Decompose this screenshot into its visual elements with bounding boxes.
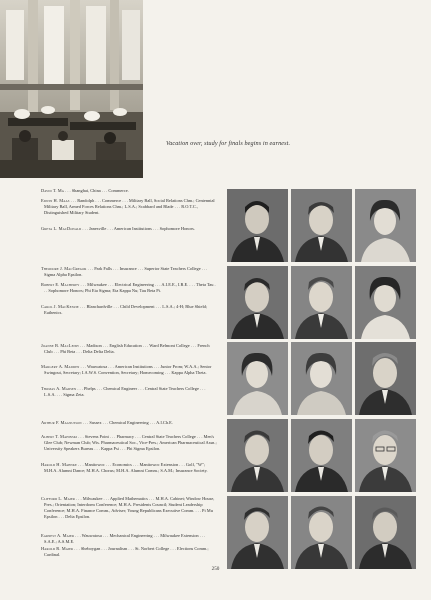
student-bio: Harold R. Maier . . . Sheboygan . . . Journalism . . . St. Norbert College . . . Elections Comm.; Cardinal. [41, 546, 209, 557]
student-portrait [227, 342, 288, 415]
student-portrait [355, 342, 416, 415]
student-bio: David T. Ma . . . Shanghai, China . . . Commerce. [41, 188, 129, 193]
student-portrait [355, 496, 416, 569]
student-bio: Clifford L. Maier . . . Milwaukee . . . Applied Mathematics . . . M.H.A. Cabinet; Window House, Pres.; Orientation; Interdorm Conference; M.H.A. Presidents Council; Student Leadership Conference; M.H.A. Finance Comm., Adviser; Young Republicans Executive Comm. . . . Pi Mu Epsilon . . . Delta Epsilon. [41, 496, 215, 519]
student-portrait [291, 419, 352, 492]
student-portrait [355, 266, 416, 339]
student-portrait [291, 496, 352, 569]
student-bio: Carol J. MacKenzie . . . Blanchardville . . . Child Development . . . L.S.A.; 4-H; Blue Shield; Euthenics. [41, 304, 208, 315]
student-portrait [227, 419, 288, 492]
student-portrait [227, 189, 288, 262]
photo-caption: Vacation over, study for finals begins in earnest. [166, 140, 291, 147]
student-portrait [355, 419, 416, 492]
student-portrait [227, 496, 288, 569]
student-bio: Margery A. Madden . . . Wauwatosa . . . American Institutions . . . Junior Prom; W.A.A.; Senior Swingout, Secretary; I.A.W.S. Convention, Secretary; Homecoming . . . Kappa Alpha Theta. [41, 364, 212, 375]
student-bio-list [0, 0, 215, 600]
student-portrait [291, 189, 352, 262]
student-bio: Theodore J. MacGregor . . . Park Falls . . . Insurance . . . Superior State Teachers College . . . Sigma Alpha Epsilon. [41, 266, 208, 277]
student-bio: Arthur F. Magnusson . . . Sussex . . . Chemical Engineering . . . A.I.Ch.E. [41, 420, 173, 425]
student-bio: Earnest A. Maier . . . Wauwatosa . . . Mechanical Engineering . . . Milwaukee Extension . . . S.A.E.; A.S.M.E. [41, 533, 206, 544]
student-bio: Robert E. Macherey . . . Milwaukee . . . Electrical Engineering . . . A.I.E.E., I.R.E. . . . Theta Tau . . . Sophomore Honors; Phi Eta Sigma; Eta Kappa Nu; Tau Beta Pi. [41, 282, 216, 293]
student-portrait [291, 342, 352, 415]
student-portrait [355, 189, 416, 262]
student-portrait [227, 266, 288, 339]
student-bio: Thomas A. Madsen . . . Phelps . . . Chemical Engineer . . . Central State Teachers College . . . L.S.A. . . . Sigma Zeta. [41, 386, 206, 397]
student-bio: Greta L. MacDonald . . . Janesville . . . American Institutions . . . Sophomore Honors. [41, 226, 195, 231]
student-portrait [291, 266, 352, 339]
student-bio: Edwin H. Maas . . . Randolph . . . Commerce . . . Military Ball, Social Relations Chm.; Centennial Military Ball, Armed Forces Relations Chm.; L.S.A.; Scabbard and Blade . . . R.O.T.C., Distinguished Military Student. [41, 198, 215, 215]
student-bio: Albert T. Mahinski . . . Stevens Point . . . Pharmacy . . . Central State Teachers College . . . Men's Glee Club; Newman Club; Wis. Pharmaceutical Soc., Vice-Pres.; American Pharmaceutical Assn.; University Speakers Bureau . . . Kappa Psi . . . Phi Sigma Epsilon. [41, 434, 217, 451]
page-number: 250 [211, 566, 220, 572]
student-bio: Harold H. Mahnke . . . Manitowoc . . . Economics . . . Manitowoc Extension . . . Golf, "W"; M.H.A. Alumni Dance; M.H.A. Chorus; M.H.A. Alumni Comm.; S.A.M.; Insurance Society. [41, 462, 208, 473]
student-bio: Joanne B. MacLeish . . . Madison . . . English Education . . . Ward Belmont College . . . French Club . . . Phi Beta . . . Delta Delta Delta. [41, 343, 210, 354]
